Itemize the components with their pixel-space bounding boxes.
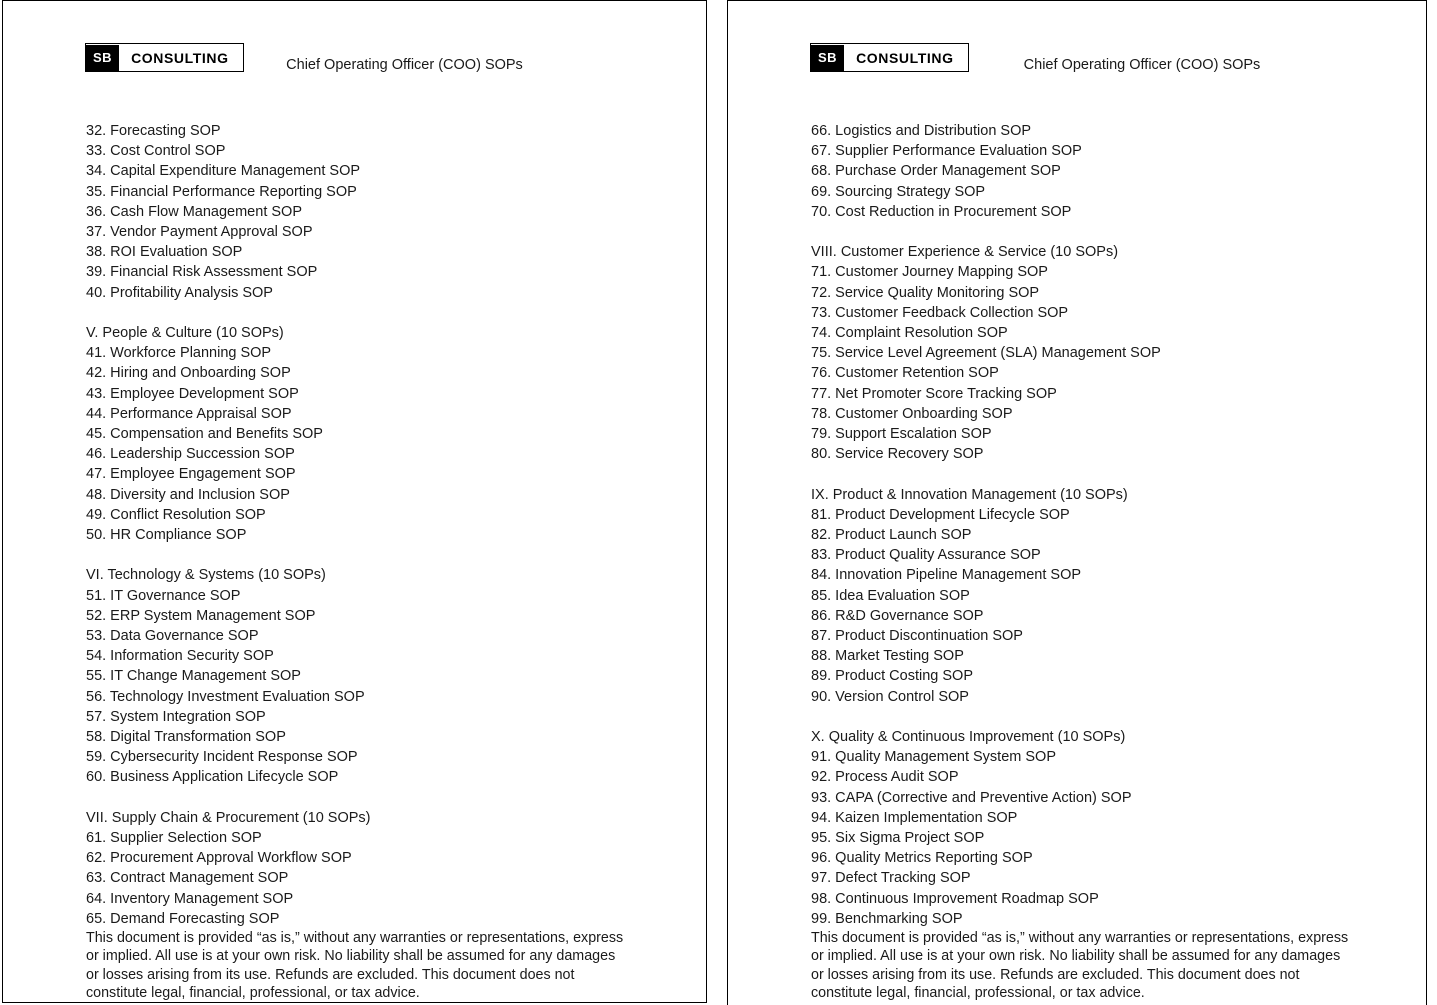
sop-list-item: 93. CAPA (Corrective and Preventive Action) SOP	[811, 789, 1132, 806]
sop-list-item: 39. Financial Risk Assessment SOP	[86, 264, 318, 281]
sop-list-item: 59. Cybersecurity Incident Response SOP	[86, 749, 358, 766]
sop-list-item: 79. Support Escalation SOP	[811, 426, 992, 443]
sop-list-item: 53. Data Governance SOP	[86, 628, 259, 645]
blank-line	[86, 545, 646, 565]
document-page-right	[727, 0, 1427, 1005]
sop-list-item: 78. Customer Onboarding SOP	[811, 405, 1013, 422]
sop-list-item: 32. Forecasting SOP	[86, 123, 221, 139]
sop-list-item: 38. ROI Evaluation SOP	[86, 244, 243, 261]
sop-list-item: 89. Product Costing SOP	[811, 668, 973, 685]
logo-monogram: SB	[86, 45, 119, 71]
sop-list-item: 37. Vendor Payment Approval SOP	[86, 224, 313, 241]
section-heading: V. People & Culture (10 SOPs)	[86, 325, 284, 342]
sop-list-item: 46. Leadership Succession SOP	[86, 446, 295, 463]
page-title: Chief Operating Officer (COO) SOPs	[1023, 57, 1261, 73]
sop-list-item: 41. Workforce Planning SOP	[86, 345, 272, 362]
sop-list-item: 92. Process Audit SOP	[811, 769, 959, 786]
blank-line	[86, 303, 646, 323]
section-heading: IX. Product & Innovation Management (10 SOPs)	[811, 486, 1128, 503]
sop-list-item: 88. Market Testing SOP	[811, 648, 964, 665]
sop-list-item: 76. Customer Retention SOP	[811, 365, 999, 382]
section-heading: VI. Technology & Systems (10 SOPs)	[86, 567, 326, 584]
sop-list-item: 57. System Integration SOP	[86, 708, 266, 725]
sop-list-item: 82. Product Launch SOP	[811, 527, 972, 544]
logo-wordmark: CONSULTING	[856, 49, 954, 66]
sop-list-item: 74. Complaint Resolution SOP	[811, 325, 1008, 342]
sop-list-item: 69. Sourcing Strategy SOP	[811, 183, 986, 200]
section-heading: X. Quality & Continuous Improvement (10 SOPs)	[811, 729, 1126, 746]
sop-list-item: 73. Customer Feedback Collection SOP	[811, 304, 1069, 321]
sop-list-item: 81. Product Development Lifecycle SOP	[811, 506, 1070, 523]
sop-list-item: 90. Version Control SOP	[811, 688, 969, 705]
sop-list-item: 47. Employee Engagement SOP	[86, 466, 296, 483]
sop-list-item: 72. Service Quality Monitoring SOP	[811, 284, 1040, 301]
page-left-body	[86, 121, 646, 1003]
sop-list-item: 96. Quality Metrics Reporting SOP	[811, 850, 1033, 867]
sop-list-item: 43. Employee Development SOP	[86, 385, 299, 402]
section-heading: VII. Supply Chain & Procurement (10 SOPs)	[86, 809, 371, 826]
page-right-body	[811, 121, 1371, 1003]
sop-list-item: 58. Digital Transformation SOP	[86, 729, 286, 746]
sop-list-item: 67. Supplier Performance Evaluation SOP	[811, 143, 1082, 160]
sop-list-item: 34. Capital Expenditure Management SOP	[86, 163, 361, 180]
sop-list-item: 91. Quality Management System SOP	[811, 749, 1056, 766]
blank-line	[86, 788, 646, 808]
sop-list-item: 99. Benchmarking SOP	[811, 910, 963, 927]
page-right-content	[728, 37, 1426, 1005]
logo-wordmark: CONSULTING	[131, 49, 229, 66]
logo-monogram: SB	[811, 45, 844, 71]
sop-list-item: 65. Demand Forecasting SOP	[86, 910, 280, 927]
sop-list-item: 70. Cost Reduction in Procurement SOP	[811, 203, 1072, 220]
sop-list-item: 55. IT Change Management SOP	[86, 668, 301, 685]
sop-list-item: 87. Product Discontinuation SOP	[811, 628, 1023, 645]
sop-list-item: 36. Cash Flow Management SOP	[86, 203, 302, 220]
page-right-header	[728, 37, 1426, 89]
sop-list-item: 86. R&D Governance SOP	[811, 607, 984, 624]
sop-list-item: 95. Six Sigma Project SOP	[811, 830, 985, 847]
legal-disclaimer: This document is provided “as is,” without any warranties or representations, express or implied. All use is at your own risk. No liability shall be assumed for any damages or losses arising from its use. Refunds are excluded. This document does not constitute legal, financial, professional, or tax advice.	[811, 930, 1349, 1002]
page-left-content	[3, 37, 706, 1003]
sop-list-item: 44. Performance Appraisal SOP	[86, 405, 292, 422]
sop-list-item: 62. Procurement Approval Workflow SOP	[86, 850, 352, 867]
sop-list-item: 45. Compensation and Benefits SOP	[86, 426, 323, 443]
sop-list-item: 71. Customer Journey Mapping SOP	[811, 264, 1048, 281]
sop-list-item: 64. Inventory Management SOP	[86, 890, 294, 907]
document-page-left	[2, 0, 707, 1003]
sop-list-item: 54. Information Security SOP	[86, 648, 274, 665]
sop-list-item: 48. Diversity and Inclusion SOP	[86, 486, 290, 503]
sop-list-item: 66. Logistics and Distribution SOP	[811, 123, 1032, 139]
section-heading: VIII. Customer Experience & Service (10 SOPs)	[811, 244, 1119, 261]
blank-line	[811, 464, 1371, 484]
blank-line	[811, 707, 1371, 727]
sop-list-item: 94. Kaizen Implementation SOP	[811, 809, 1018, 826]
sop-list-item: 49. Conflict Resolution SOP	[86, 506, 266, 523]
sop-list-item: 75. Service Level Agreement (SLA) Management SOP	[811, 345, 1161, 362]
sop-list-item: 40. Profitability Analysis SOP	[86, 284, 273, 301]
sop-list-item: 60. Business Application Lifecycle SOP	[86, 769, 339, 786]
page-title: Chief Operating Officer (COO) SOPs	[286, 57, 523, 73]
sop-list-item: 77. Net Promoter Score Tracking SOP	[811, 385, 1057, 402]
sop-list-item: 97. Defect Tracking SOP	[811, 870, 971, 887]
sop-list-item: 85. Idea Evaluation SOP	[811, 587, 970, 604]
sop-list-item: 68. Purchase Order Management SOP	[811, 163, 1061, 180]
page-left-header	[3, 37, 706, 89]
sop-list-item: 84. Innovation Pipeline Management SOP	[811, 567, 1082, 584]
sop-list-item: 61. Supplier Selection SOP	[86, 830, 262, 847]
blank-line	[811, 222, 1371, 242]
sop-list-item: 51. IT Governance SOP	[86, 587, 241, 604]
sop-list-item: 33. Cost Control SOP	[86, 143, 226, 160]
legal-disclaimer: This document is provided “as is,” without any warranties or representations, express or implied. All use is at your own risk. No liability shall be assumed for any damages or losses arising from its use. Refunds are excluded. This document does not constitute legal, financial, professional, or tax advice.	[86, 930, 624, 1002]
sop-list-item: 35. Financial Performance Reporting SOP	[86, 183, 357, 200]
sop-list-item: 83. Product Quality Assurance SOP	[811, 547, 1041, 564]
sop-list-item: 80. Service Recovery SOP	[811, 446, 984, 463]
sop-list-item: 56. Technology Investment Evaluation SOP	[86, 688, 365, 705]
sop-list-item: 52. ERP System Management SOP	[86, 607, 316, 624]
sop-list-item: 98. Continuous Improvement Roadmap SOP	[811, 890, 1099, 907]
sop-list-item: 63. Contract Management SOP	[86, 870, 289, 887]
sop-list-item: 50. HR Compliance SOP	[86, 527, 247, 544]
sop-list-item: 42. Hiring and Onboarding SOP	[86, 365, 291, 382]
